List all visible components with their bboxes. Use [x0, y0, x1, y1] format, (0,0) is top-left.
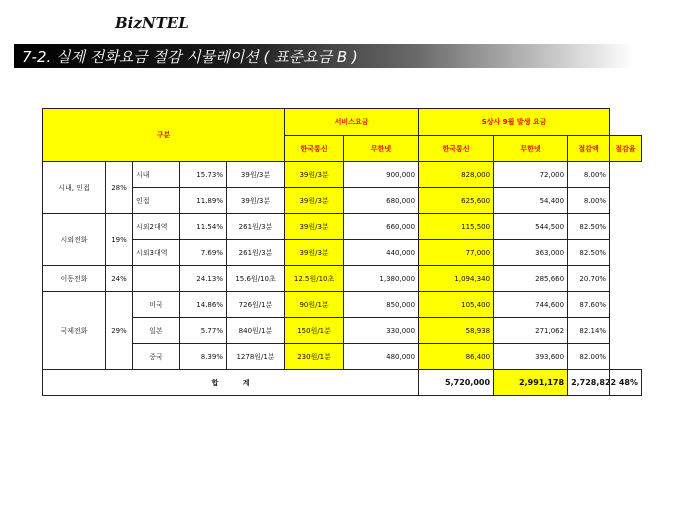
- un-fee: 58,938: [419, 318, 494, 344]
- un-rate: 39원/3분: [285, 214, 344, 240]
- total-un-fee: 2,991,178: [494, 370, 568, 396]
- brand-logo: BizNTEL: [115, 14, 189, 32]
- kt-fee: 330,000: [344, 318, 419, 344]
- saving: 285,660: [494, 266, 568, 292]
- group-name: 국제전화: [43, 292, 106, 370]
- kt-fee: 480,000: [344, 344, 419, 370]
- un-rate: 230원/1분: [285, 344, 344, 370]
- kt-fee: 680,000: [344, 188, 419, 214]
- percentage: 11.54%: [180, 214, 227, 240]
- kt-rate: 726원/1분: [227, 292, 285, 318]
- kt-fee: 1,380,000: [344, 266, 419, 292]
- group-share: 19%: [106, 214, 133, 266]
- total-saving-rate: 48%: [610, 370, 642, 396]
- percentage: 5.77%: [180, 318, 227, 344]
- kt-rate: 840원/1분: [227, 318, 285, 344]
- percentage: 24.13%: [180, 266, 227, 292]
- saving: 72,000: [494, 162, 568, 188]
- savings-rate-header: 절감율: [610, 136, 642, 162]
- category-header: 구분: [43, 109, 285, 162]
- un-rate: 90원/1분: [285, 292, 344, 318]
- un-rate: 150원/1분: [285, 318, 344, 344]
- kt-rate: 39원/3분: [227, 188, 285, 214]
- group-share: 24%: [106, 266, 133, 292]
- table-row: [43, 344, 642, 370]
- title-bar: [14, 44, 634, 68]
- un-rate: 39원/3분: [285, 188, 344, 214]
- saving-rate: 20.70%: [568, 266, 610, 292]
- percentage: 7.69%: [180, 240, 227, 266]
- group-name: 시외전화: [43, 214, 106, 266]
- percentage: 11.89%: [180, 188, 227, 214]
- saving-rate: 8.00%: [568, 188, 610, 214]
- percentage: 8.39%: [180, 344, 227, 370]
- kt-fee: 660,000: [344, 214, 419, 240]
- kt-fee: 850,000: [344, 292, 419, 318]
- service-rate-header: 서비스요금: [285, 109, 419, 136]
- un-fee-header: 무한넷: [494, 136, 568, 162]
- kt-fee: 900,000: [344, 162, 419, 188]
- kt-rate: 261원/3분: [227, 240, 285, 266]
- kt-fee: 440,000: [344, 240, 419, 266]
- total-kt-fee: 5,720,000: [419, 370, 494, 396]
- un-fee: 105,400: [419, 292, 494, 318]
- saving-rate: 82.00%: [568, 344, 610, 370]
- saving: 271,062: [494, 318, 568, 344]
- table-row: [43, 292, 642, 318]
- saving: 744,600: [494, 292, 568, 318]
- kt-rate: 39원/3분: [227, 162, 285, 188]
- table-row: [43, 240, 642, 266]
- un-fee: 115,500: [419, 214, 494, 240]
- sub-category: 미국: [133, 292, 180, 318]
- sub-category: 중국: [133, 344, 180, 370]
- table-row: [43, 188, 642, 214]
- kt-rate: 1278원/1분: [227, 344, 285, 370]
- kt-rate: 15.6원/10초: [227, 266, 285, 292]
- un-fee: 86,400: [419, 344, 494, 370]
- table-row: [43, 266, 642, 292]
- total-row: [43, 370, 642, 396]
- sub-category: 시외2대역: [133, 214, 180, 240]
- saving-rate: 82.50%: [568, 240, 610, 266]
- saving-rate: 82.50%: [568, 214, 610, 240]
- saving: 363,000: [494, 240, 568, 266]
- un-rate: 39원/3분: [285, 162, 344, 188]
- savings-amount-header: 절감액: [568, 136, 610, 162]
- sub-category: 시내: [133, 162, 180, 188]
- saving: 54,400: [494, 188, 568, 214]
- sub-category: 일본: [133, 318, 180, 344]
- group-share: 29%: [106, 292, 133, 370]
- monthly-fee-header: S상사 9월 발생 요금: [419, 109, 610, 136]
- un-rate-header: 무한넷: [344, 136, 419, 162]
- kt-rate-header: 한국통신: [285, 136, 344, 162]
- un-fee: 77,000: [419, 240, 494, 266]
- table-row: [43, 214, 642, 240]
- group-share: 28%: [106, 162, 133, 214]
- un-rate: 39원/3분: [285, 240, 344, 266]
- table-row: [43, 318, 642, 344]
- header-row-1: [43, 109, 642, 136]
- un-rate: 12.5원/10초: [285, 266, 344, 292]
- un-fee: 1,094,340: [419, 266, 494, 292]
- percentage: 15.73%: [180, 162, 227, 188]
- group-name: 이동전화: [43, 266, 106, 292]
- saving-rate: 8.00%: [568, 162, 610, 188]
- sub-category: 시외3대역: [133, 240, 180, 266]
- un-fee: 828,000: [419, 162, 494, 188]
- saving-rate: 87.60%: [568, 292, 610, 318]
- percentage: 14.86%: [180, 292, 227, 318]
- saving: 544,500: [494, 214, 568, 240]
- total-label: 합 계: [43, 370, 419, 396]
- saving-rate: 82.14%: [568, 318, 610, 344]
- kt-rate: 261원/3분: [227, 214, 285, 240]
- saving: 393,600: [494, 344, 568, 370]
- group-name: 시내, 인접: [43, 162, 106, 214]
- kt-fee-header: 한국통신: [419, 136, 494, 162]
- sub-category: 인접: [133, 188, 180, 214]
- page-title: 7-2. 실제 전화요금 절감 시뮬레이션 ( 표준요금 B ): [22, 48, 358, 66]
- total-saving: 2,728,822: [568, 370, 610, 396]
- un-fee: 625,600: [419, 188, 494, 214]
- simulation-table: [42, 108, 642, 396]
- sub-category: [133, 266, 180, 292]
- table-row: [43, 162, 642, 188]
